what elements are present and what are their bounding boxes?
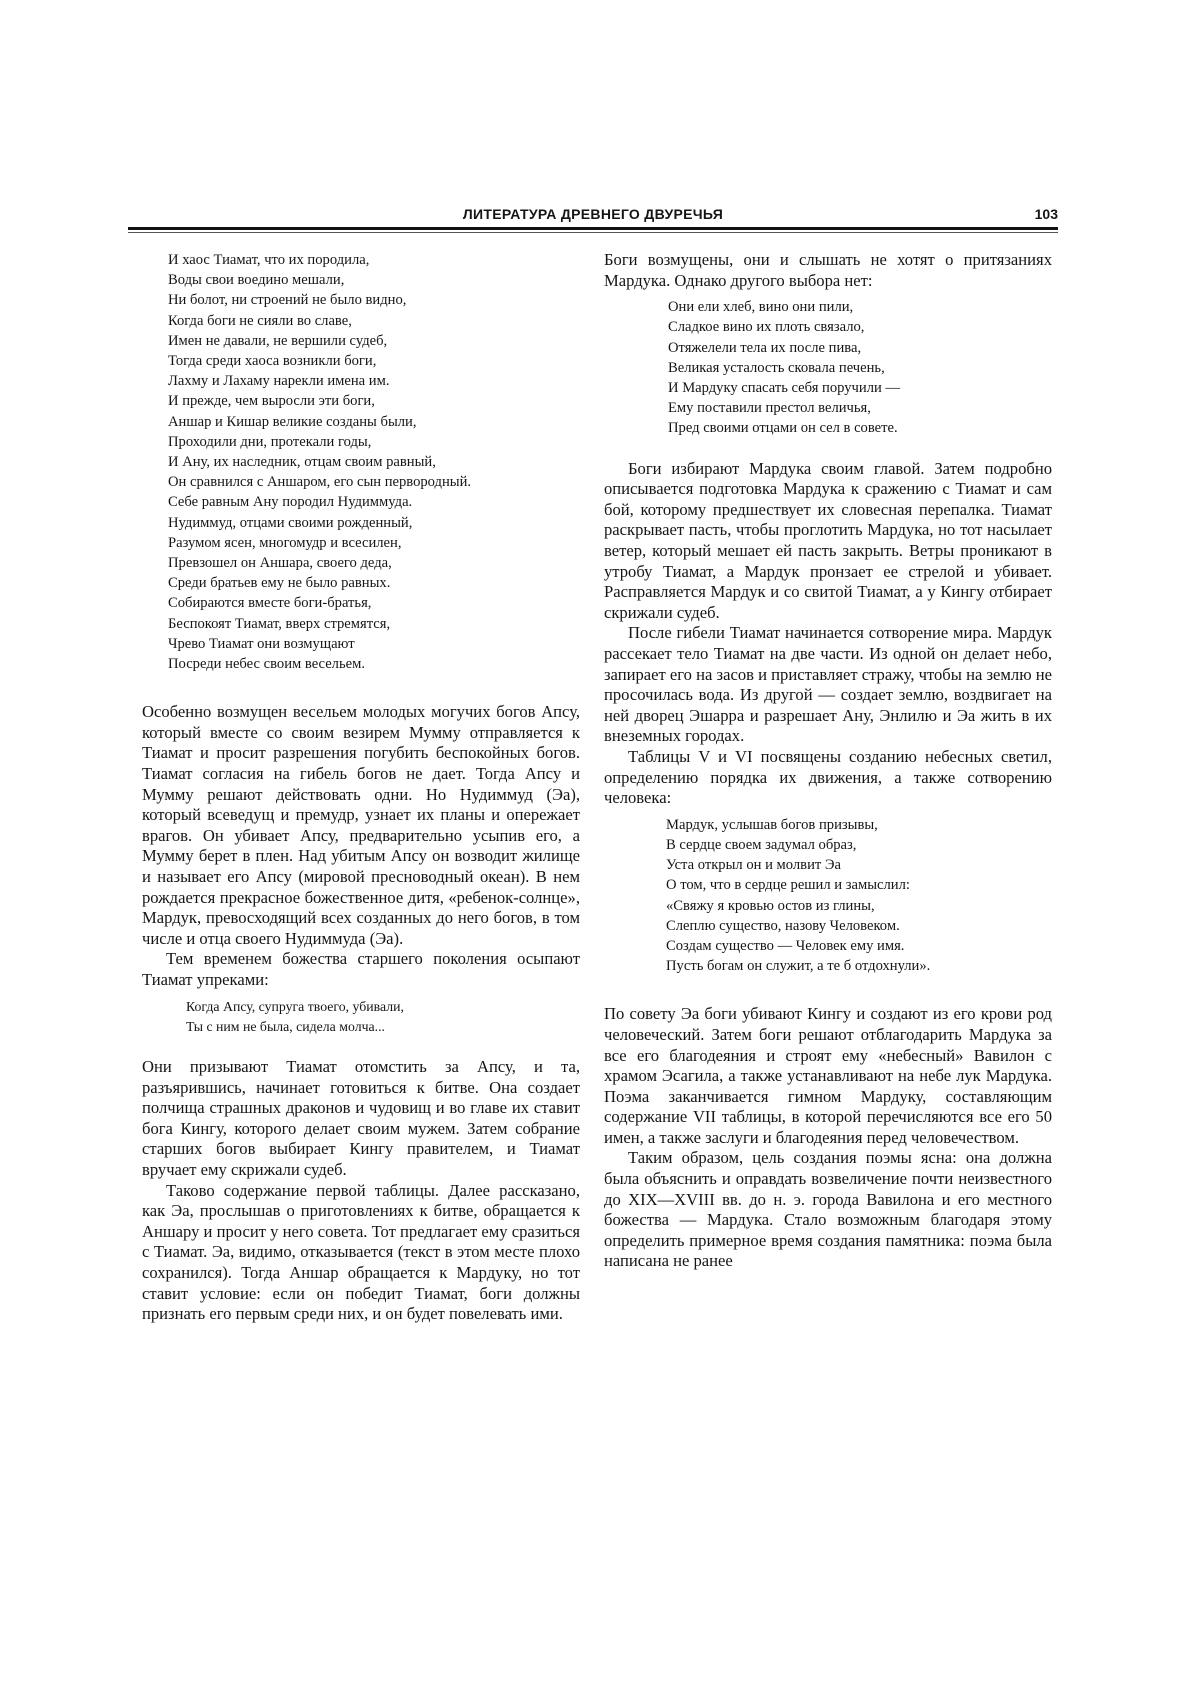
paragraph: Боги возмущены, они и слышать не хотят о притязаниях Мардука. Однако другого выбора нет: xyxy=(604,250,1052,290)
paragraph: Они призывают Тиамат отомстить за Апсу, и та, разъярившись, начинает готовиться к битве. Она создает полчища страшных драконов и чудовищ и во главе их ставит бога Кингу, которого делает своим мужем. Затем собрание старших богов выбирает Кингу правителем, и Тиамат вручает ему скрижали судеб. xyxy=(142,1056,580,1179)
paragraph: После гибели Тиамат начинается сотворение мира. Мардук рассекает тело Тиамат на две части. Из одной он делает небо, запирает его на засов и приставляет стражу, чтобы на землю не просочилась вода. Из другой — создает землю, воздвигает на ней дворец Эшарра и разрешает Ану, Энлилю и Эа жить в их внеземных городах. xyxy=(604,623,1052,746)
verse-line: Среди братьев ему не было равных. xyxy=(168,575,391,592)
verse-line: О том, что в сердце решил и замыслил: xyxy=(666,877,910,894)
verse-line: Лахму и Лахаму нарекли имена им. xyxy=(168,373,390,390)
verse-line: Чрево Тиамат они возмущают xyxy=(168,635,355,652)
verse-line: В сердце своем задумал образ, xyxy=(666,836,857,853)
verse-line: Собираются вместе боги-братья, xyxy=(168,595,372,612)
verse-line: Слеплю существо, назову Человеком. xyxy=(666,917,900,934)
verse-line: Аншар и Кишар великие созданы были, xyxy=(168,413,417,430)
verse-line: Мардук, услышав богов призывы, xyxy=(666,816,878,833)
verse-line: Ему поставили престол величья, xyxy=(668,400,871,417)
verse-line: Уста открыл он и молвит Эа xyxy=(666,857,842,874)
verse-line: Беспокоят Тиамат, вверх стремятся, xyxy=(168,615,391,632)
verse-line: И прежде, чем выросли эти боги, xyxy=(168,393,375,410)
verse-line: Великая усталость сковала печень, xyxy=(668,359,885,376)
verse-block xyxy=(142,250,580,674)
paragraph: Таким образом, цель создания поэмы ясна: она должна была объяснить и оправдать возвеличение почти неизвестного до XIX—XVIII вв. до н. э. города Вавилона и его местного божества — Мардука. Стало возможным благодаря этому определить примерное время создания памятника: поэма была написана не ранее xyxy=(604,1148,1052,1271)
left-column xyxy=(142,250,580,1325)
verse-line: Они ели хлеб, вино они пили, xyxy=(668,299,854,316)
verse-line: Тогда среди хаоса возникли боги, xyxy=(168,353,377,370)
verse-line: Воды свои воедино мешали, xyxy=(168,272,345,289)
verse-line: Ни болот, ни строений не было видно, xyxy=(168,292,407,309)
verse-line: Он сравнился с Аншаром, его сын первородный. xyxy=(168,474,472,491)
verse-line: Пред своими отцами он сел в совете. xyxy=(668,420,898,437)
verse-line: Отяжелели тела их после пива, xyxy=(668,339,862,356)
verse-line: Ты с ним не была, сидела молча... xyxy=(186,1018,385,1034)
paragraph: По совету Эа боги убивают Кингу и создают из его крови род человеческий. Затем боги решают отблагодарить Мардука за все его благодеяния и строят ему «небесный» Вавилон с храмом Эсагила, а также устанавливают на небе лук Мардука. Поэма заканчивается гимном Мардуку, составляющим содержание VII таблицы, в которой перечисляются все его 50 имен, а также заслуги и благодеяния перед человечеством. xyxy=(604,1004,1052,1147)
verse-line: Когда Апсу, супруга твоего, убивали, xyxy=(186,998,404,1014)
verse-line: Имен не давали, не вершили судеб, xyxy=(168,332,388,349)
verse-line: И хаос Тиамат, что их породила, xyxy=(168,252,370,268)
verse-line: Нудиммуд, отцами своими рожденный, xyxy=(168,514,413,531)
paragraph: Особенно возмущен весельем молодых могучих богов Апсу, который вместе со своим везирем Мумму отправляется к Тиамат и просит разрешения погубить беспокойных богов. Тиамат согласия на гибель богов не дает. Тогда Апсу и Мумму решают действовать одни. Но Нудиммуд (Эа), который всеведущ и премудр, узнает их планы и опережает врагов. Он убивает Апсу, предварительно усыпив его, а Мумму берет в плен. Над убитым Апсу он возводит жилище и называет его Апсу (мировой пресноводный океан). В нем рождается прекрасное божественное дитя, «ребенок-солнце», Мардук, превосходящий всех созданных до него богов, в том числе и отца своего Нудиммуда (Эа). xyxy=(142,702,580,948)
verse-line: Себе равным Ану породил Нудиммуда. xyxy=(168,494,413,511)
verse-line: И Мардуку спасать себя поручили — xyxy=(668,380,901,396)
paragraph: Боги избирают Мардука своим главой. Затем подробно описывается подготовка Мардука к сражению с Тиамат и сам бой, которому предшествует их словесная перепалка. Тиамат раскрывает пасть, чтобы проглотить Мардука, но тот насылает ветер, который мешает ей пасть закрыть. Ветры проникают в утробу Тиамат, а Мардук пронзает ее стрелой и убивает. Расправляется Мардук и со свитой Тиамат, а у Кингу отбирает скрижали судеб. xyxy=(604,458,1052,622)
verse-line: «Свяжу я кровью остов из глины, xyxy=(666,897,875,914)
paragraph: Таково содержание первой таблицы. Далее рассказано, как Эа, прослышав о приготовлениях к битве, обращается к Аншару и просит у него совета. Тот предлагает ему сразиться с Тиамат. Эа, видимо, отказывается (текст в этом месте плохо сохранился). Тогда Аншар обращается к Мардуку, но тот ставит условие: если он победит Тиамат, боги должны признать его первым среди них, и он будет повелевать ими. xyxy=(142,1180,580,1324)
verse-line: Когда боги не сияли во славе, xyxy=(168,312,352,329)
verse-line: Проходили дни, протекали годы, xyxy=(168,433,372,450)
right-column xyxy=(604,250,1052,1272)
page-header xyxy=(128,206,1058,224)
verse-line: Сладкое вино их плоть связало, xyxy=(668,319,865,336)
running-title: ЛИТЕРАТУРА ДРЕВНЕГО ДВУРЕЧЬЯ xyxy=(462,206,724,222)
header-rule-thin xyxy=(128,232,1058,233)
verse-block xyxy=(142,997,580,1037)
verse-line: И Ану, их наследник, отцам своим равный, xyxy=(168,454,436,471)
verse-block xyxy=(604,297,1052,438)
verse-line: Посреди небес своим весельем. xyxy=(168,656,365,673)
verse-block xyxy=(604,815,1052,977)
verse-line: Разумом ясен, многомудр и всесилен, xyxy=(168,534,402,551)
paragraph: Таблицы V и VI посвящены созданию небесных светил, определению порядка их движения, а также сотворению человека: xyxy=(604,746,1052,808)
paragraph: Тем временем божества старшего поколения осыпают Тиамат упреками: xyxy=(142,949,580,989)
page-number: 103 xyxy=(1034,206,1058,222)
verse-line: Пусть богам он служит, а те б отдохнули». xyxy=(666,958,931,975)
verse-line: Создам существо — Человек ему имя. xyxy=(666,937,905,954)
header-rule xyxy=(128,227,1058,230)
verse-line: Превзошел он Аншара, своего деда, xyxy=(168,555,392,572)
